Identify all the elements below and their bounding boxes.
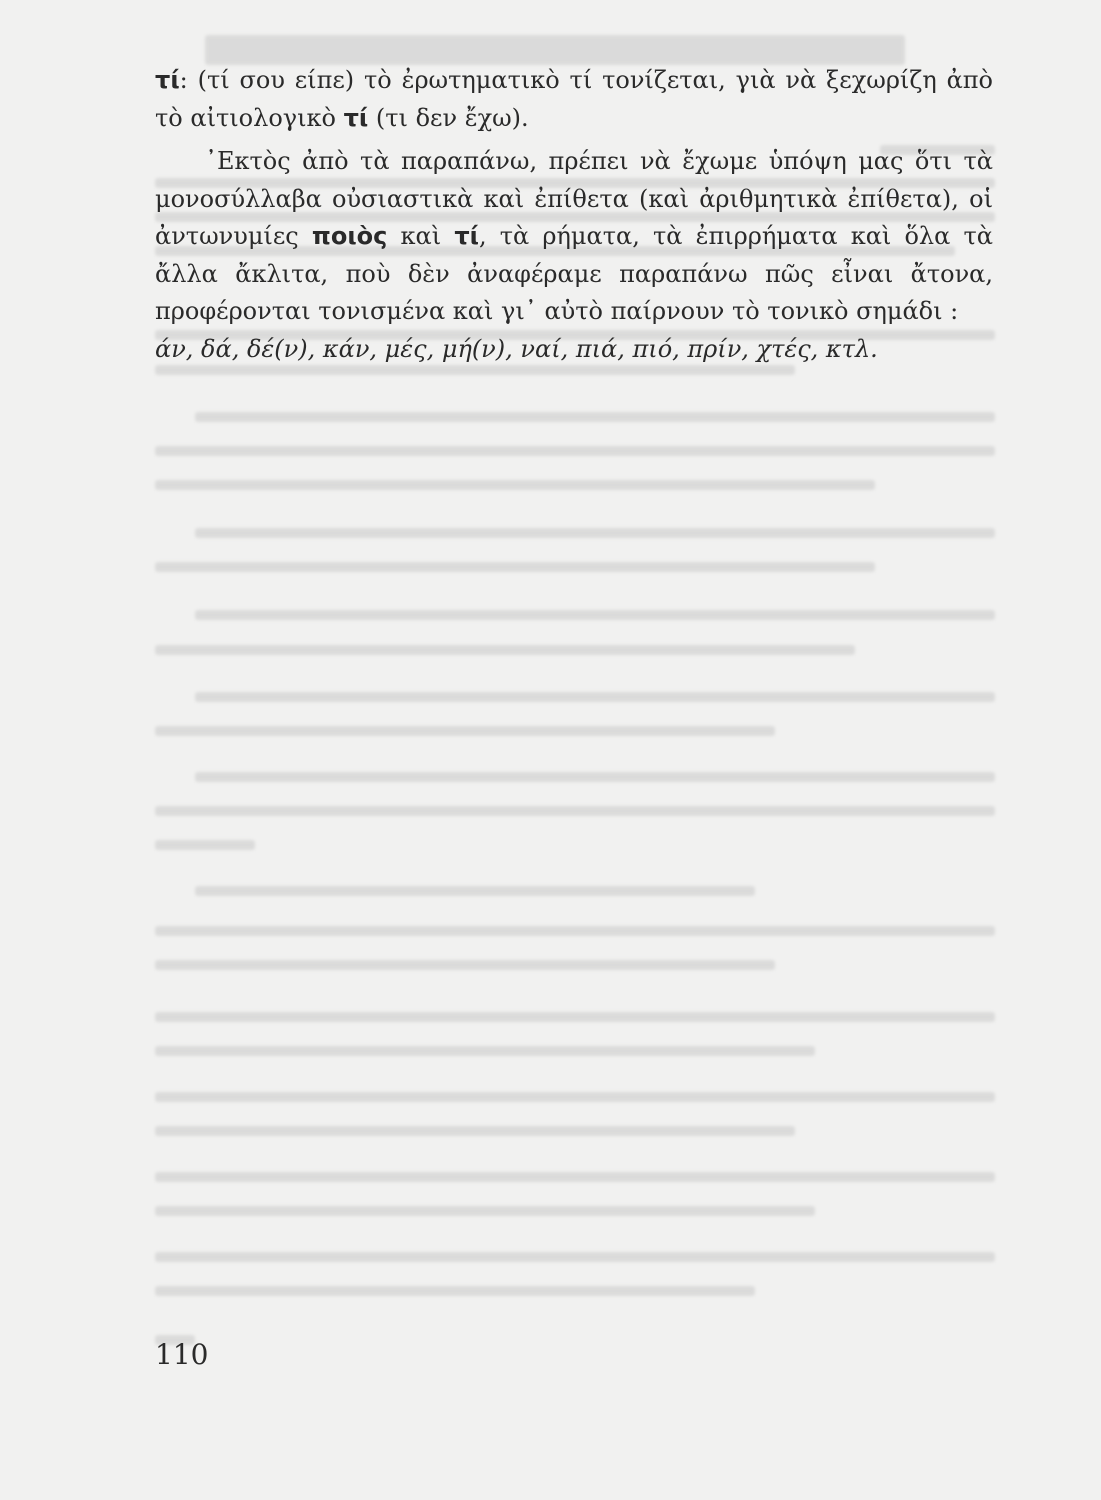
bleed-through-line	[155, 1012, 995, 1022]
bleed-through-line	[155, 960, 775, 970]
paragraph-2-text: , τὰ ρήματα, τὰ ἐπιρρήματα καὶ ὅλα τὰ ἄλλα ἄκλιτα, ποὺ δὲν ἀναφέραμε παραπάνω πῶς εἶναι ἄτονα, προφέρονται τονισμένα καὶ γι᾿ αὐτὸ παίρνουν τὸ τονικὸ σημάδι :	[155, 222, 993, 325]
paragraph-ti-definition	[155, 62, 993, 137]
term-ti-pronoun: τί	[454, 222, 479, 250]
term-ti-causal: τί	[343, 103, 369, 132]
bleed-through-line	[155, 1172, 995, 1182]
paragraph-accent-rule	[155, 143, 993, 331]
paragraph-2-text: καὶ	[387, 222, 455, 250]
bleed-through-line	[155, 480, 875, 490]
bleed-through-line	[155, 1286, 755, 1296]
bleed-through-line	[155, 1092, 995, 1102]
page-number: 110	[155, 1338, 209, 1371]
bleed-through-line	[155, 726, 775, 736]
bleed-through-line	[155, 645, 855, 655]
paragraph-1-text: : (τί σου είπε) τὸ ἐρωτηματικὸ τί τονίζεται, γιὰ νὰ ξεχωρίζη ἀπὸ τὸ αἰτιολογικὸ	[155, 66, 993, 132]
bleed-through-line	[195, 412, 995, 422]
paragraph-2-text: ᾿Εκτὸς ἀπὸ τὰ παραπάνω, πρέπει νὰ ἔχωμε ὑπόψη μας ὅτι τὰ μονοσύλλαβα οὐσιαστικὰ καὶ ἐπίθετα (καὶ ἀριθμητικὰ ἐπίθετα), οἱ ἀντωνυμίες	[155, 147, 993, 250]
bleed-through-line	[195, 886, 755, 896]
bleed-through-line	[155, 1252, 995, 1262]
bleed-through-line	[155, 562, 875, 572]
term-ti: τί	[155, 66, 180, 94]
paragraph-1-text-end: (τι δεν ἔχω).	[368, 103, 529, 132]
bleed-through-line	[155, 1126, 795, 1136]
examples-line: άν, δά, δέ(ν), κάν, μές, μή(ν), ναί, πιά, πιό, πρίν, χτές, κτλ.	[155, 334, 878, 363]
bleed-through-line	[195, 692, 995, 702]
bleed-through-line	[195, 772, 995, 782]
bleed-through-line	[155, 926, 995, 936]
bleed-through-line	[155, 1046, 815, 1056]
bleed-through-line	[155, 806, 995, 816]
bleed-through-line	[195, 528, 995, 538]
page-body	[155, 62, 993, 368]
bleed-through-line	[195, 610, 995, 620]
bleed-through-heading	[205, 35, 905, 65]
bleed-through-line	[155, 1206, 815, 1216]
bleed-through-line	[155, 840, 255, 850]
bleed-through-line	[155, 446, 995, 456]
term-poios: ποιὸς	[311, 222, 388, 250]
